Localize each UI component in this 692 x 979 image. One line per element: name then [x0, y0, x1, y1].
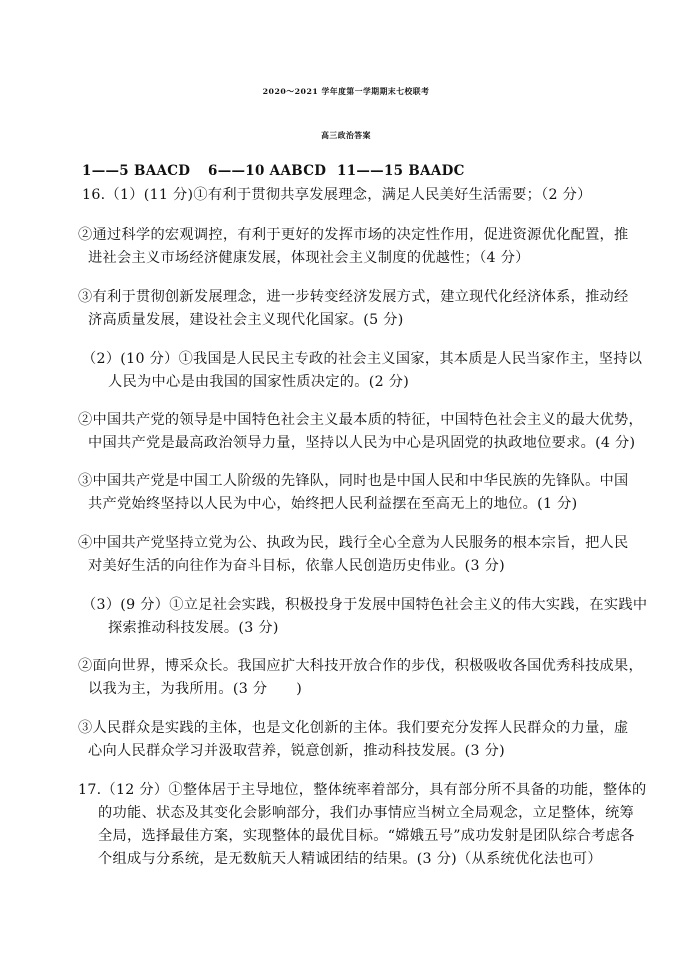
choice-answers-1-5: 1——5 BAACD [82, 163, 191, 179]
answer-line: （3）(9 分）①立足社会实践，积极投身于发展中国特色社会主义的伟大实践，在实践中 [82, 597, 648, 613]
answer-line: （2）(10 分）①我国是人民民主专政的社会主义国家，其本质是人民当家作主，坚持以 [82, 351, 643, 367]
answer-line: 心向人民群众学习并汲取营养，锐意创新，推动科技发展。(3 分) [88, 743, 505, 759]
answer-line: 以我为主，为我所用。(3 分 ) [88, 681, 303, 697]
choice-answers-6-10: 6——10 AABCD [208, 163, 327, 179]
answer-line: ②面向世界，博采众长。我国应扩大科技开放合作的步伐，积极吸收各国优秀科技成果， [78, 658, 644, 674]
answer-line: 共产党始终坚持以人民为中心，始终把人民利益摆在至高无上的地位。(1 分) [88, 496, 578, 512]
answer-line: ③中国共产党是中国工人阶级的先锋队，同时也是中国人民和中华民族的先锋队。中国 [78, 473, 629, 489]
answer-line: ④中国共产党坚持立党为公、执政为民，践行全心全意为人民服务的根本宗旨，把人民 [78, 535, 629, 551]
answer-line: 个组成与分系统，是无数航天人精诚团结的结果。(3 分)（从系统优化法也可） [98, 851, 602, 867]
answer-line: 人民为中心是由我国的国家性质决定的。(2 分) [108, 374, 410, 390]
answer-line: ②中国共产党的领导是中国特色社会主义最本质的特征，中国特色社会主义的最大优势， [78, 412, 644, 428]
choice-answers-11-15: 11——15 BAADC [337, 163, 465, 179]
answer-line: ②通过科学的宏观调控，有利于更好的发挥市场的决定性作用，促进资源优化配置，推 [78, 227, 629, 243]
answer-line: ③人民群众是实践的主体，也是文化创新的主体。我们要充分发挥人民群众的力量，虚 [78, 720, 629, 736]
answer-line: 对美好生活的向往作为奋斗目标，依靠人民创造历史伟业。(3 分) [88, 558, 505, 574]
answer-line: 济高质量发展，建设社会主义现代化国家。(5 分) [88, 312, 404, 328]
answer-line: 16.（1）(11 分)①有利于贯彻共享发展理念，满足人民美好生活需要；（2 分） [82, 187, 592, 203]
answer-line: 全局，选择最佳方案，实现整体的最优目标。“嫦娥五号”成功发射是团队综合考虑各 [98, 828, 635, 844]
page-subtitle: 高三政治答案 [321, 131, 371, 140]
answer-line: 探索推动科技发展。(3 分) [108, 620, 279, 636]
answer-line: ③有利于贯彻创新发展理念，进一步转变经济发展方式，建立现代化经济体系，推动经 [78, 289, 629, 305]
answer-line: 进社会主义市场经济健康发展，体现社会主义制度的优越性；（4 分） [88, 250, 530, 266]
answer-line: 中国共产党是最高政治领导力量，坚持以人民为中心是巩固党的执政地位要求。(4 分) [88, 435, 636, 451]
answer-line: 17.（12 分）①整体居于主导地位，整体统率着部分，具有部分所不具备的功能，整体的 [78, 782, 647, 798]
page-title: 2020～2021 学年度第一学期期末七校联考 [262, 87, 430, 96]
answer-line: 的功能、状态及其变化会影响部分，我们办事情应当树立全局观念，立足整体，统筹 [98, 805, 635, 821]
